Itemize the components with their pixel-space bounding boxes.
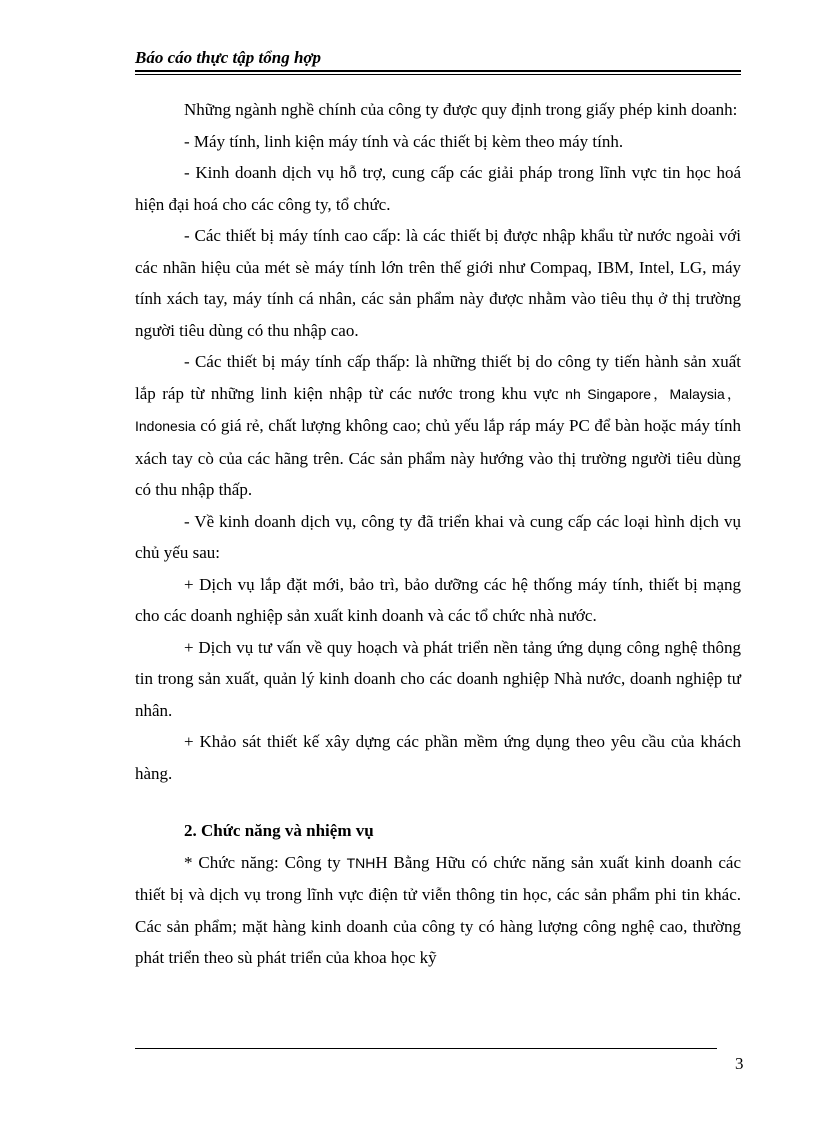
text-fragment-stray: nh [565,385,581,402]
country-list: Singapore，Malaysia，Indonesia [135,385,741,434]
text-fragment: có giá rẻ, chất lượng không cao; chủ yếu lắp ráp máy PC để bàn hoặc máy tính xách tay cò của các hãng trên. Các sản phẩm này hướng vào thị trường người tiêu dùng có thu nhập thấp. [135,416,742,499]
list-item: + Dịch vụ lắp đặt mới, bảo trì, bảo dưỡng các hệ thống máy tính, thiết bị mạng cho các doanh nghiệp sản xuất kinh doanh và các tổ chức nhà nước. [135,574,741,625]
text-fragment-tnh: TNH [346,854,376,871]
paragraph: Những ngành nghề chính của công ty được quy định trong giấy phép kinh doanh: [184,100,738,119]
footer-rule [135,1048,717,1049]
text-fragment: H Bằng Hữu có chức năng sản xuất kinh doanh các thiết bị và dịch vụ trong lĩnh vực điện tử viễn thông tin học, các sản phẩm phi tin khác. Các sản phẩm; mặt hàng kinh doanh của công ty có hàng lượng công nghệ cao, thường phát triển theo sù phát triển của khoa học kỹ [135,852,742,967]
paragraph [135,847,741,974]
header-rule [135,70,741,72]
page-header-title: Báo cáo thực tập tổng hợp [135,48,322,67]
page-number: 3 [735,1054,744,1073]
document-body [135,94,741,974]
spacer [135,789,741,815]
section-heading: 2. Chức năng và nhiệm vụ [184,821,374,840]
list-item: + Dịch vụ tư vấn về quy hoạch và phát triển nền tảng ứng dụng công nghệ thông tin trong sản xuất, quản lý kinh doanh cho các doanh nghiệp Nhà nước, doanh nghiệp tư nhân. [135,637,741,720]
text-fragment: - Các thiết bị máy tính cấp thấp: là những thiết bị do công ty tiến hành sản xuất lắp ráp từ những linh kiện nhập từ các nước trong khu vực [135,352,741,403]
list-item: - Kinh doanh dịch vụ hỗ trợ, cung cấp các giải pháp trong lĩnh vực tin học hoá hiện đại hoá cho các công ty, tổ chức. [135,163,741,214]
header-rule-thin [135,74,741,75]
text-fragment: * Chức năng: Công ty [184,852,341,872]
list-item: - Các thiết bị máy tính cao cấp: là các thiết bị được nhập khẩu từ nước ngoài với các nhãn hiệu của mét sè máy tính lớn trên thế giới như Compaq, IBM, Intel, LG, máy tính xách tay, máy tính cá nhân, các sản phẩm này được nhằm vào tiêu thụ ở thị trường người tiêu dùng có thu nhập cao. [135,226,741,340]
list-item [135,346,741,506]
list-item: - Về kinh doanh dịch vụ, công ty đã triển khai và cung cấp các loại hình dịch vụ chủ yếu sau: [135,511,741,562]
list-item: + Khảo sát thiết kế xây dựng các phần mềm ứng dụng theo yêu cầu của khách hàng. [135,732,741,783]
list-item: - Máy tính, linh kiện máy tính và các thiết bị kèm theo máy tính. [184,131,624,151]
